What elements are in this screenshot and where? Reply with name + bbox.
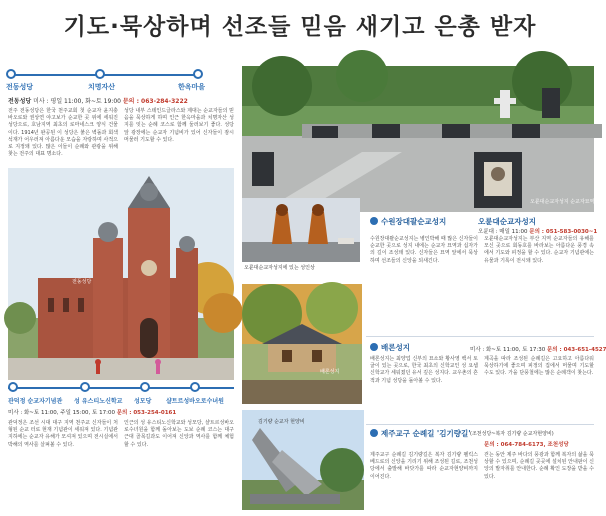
route-line-bottom bbox=[8, 387, 234, 389]
baeron-photo-caption: 배론성지 bbox=[320, 369, 340, 375]
oryundae-tel: 문의 : 051-583-0030~1 bbox=[529, 229, 598, 235]
jeondong-photo-caption: 전동성당 bbox=[72, 279, 92, 285]
route-stop-label: 전동성당 bbox=[6, 83, 34, 91]
route-stop-marker bbox=[190, 382, 200, 392]
divider bbox=[366, 424, 594, 425]
oryundae-title: 오륜대순교자성지 bbox=[478, 217, 536, 226]
monument-illustration bbox=[242, 410, 364, 510]
jeondong-photo bbox=[8, 168, 234, 380]
baeron-title: 배론성지 bbox=[370, 342, 410, 353]
route-stop-marker bbox=[8, 382, 18, 392]
suwon-body-left: 수원장대괄순교성지는 병인박해 때 많은 신자들이 순교한 곳으로 성지 내에는 순교자 묘역과 십자가의 길이 조성돼 있다. 신자들은 묘역 앞에서 묵상하며 선조들의 신앙을 되새긴다. bbox=[370, 236, 478, 264]
figures-photo-caption: 오륜대순교자성지에 있는 성인상 bbox=[244, 265, 315, 271]
suwon-body-right: 오륜대순교자성지는 부산 지역 순교자들의 유해를 모신 곳으로 회동호를 바라보는 아름다운 풍경 속에서 기도와 피정을 할 수 있다. 순교자 기념관에는 유물과 기록이 전시돼 있다. bbox=[484, 236, 594, 264]
jeondong-title: 전동성당 bbox=[8, 98, 32, 105]
route-stop-label: 성모당 bbox=[134, 398, 152, 405]
jeondong-body-left: 전주 전동성당은 한국 천주교회 첫 순교자 윤지충 바오로와 권상연 야고보가 순교한 곳 위에 세워진 성당으로, 호남지역 최초의 로마네스크 양식 건물이다. 1914년 완공된 이 성당은 붉은 벽돌과 회색 석재가 어우러져 아름다운 모습을 자랑하며 사적으로 지정돼 있다. 많은 이들이 순례와 관광을 위해 찾는 전주의 대표 명소다. bbox=[8, 108, 118, 158]
route-stop-label: 한옥마을 bbox=[178, 83, 206, 91]
baeron-illustration bbox=[242, 284, 362, 404]
route-stop-marker bbox=[95, 69, 105, 79]
baeron-body-right: 계곡을 따라 조성된 순례길은 고요하고 아름다워 묵상하기에 좋으며 피정의 집에서 머물며 기도할 수도 있다. 가을 단풍철에는 많은 순례객이 찾는다. bbox=[484, 356, 594, 377]
gwandeok-body-left: 관덕정은 조선 시대 대구 지역 천주교 신자들이 처형된 순교 터로 현재 기념관이 세워져 있다. 기념관 지하에는 순교자 유해가 모셔져 있으며 전시실에서 박해의 역사를 살펴볼 수 있다. bbox=[8, 420, 118, 448]
cathedral-illustration bbox=[8, 168, 234, 380]
jeju-title: 제주교구 순례길 '김기량길' bbox=[370, 428, 471, 439]
baeron-tel: 문의 : 043-651-4527 bbox=[546, 347, 606, 353]
section-marker-icon bbox=[370, 217, 378, 225]
gwandeok-tel: 문의 : 053-254-0161 bbox=[116, 410, 177, 416]
baeron-photo bbox=[242, 284, 362, 404]
jeju-photo-caption: 김기량 순교자 현양비 bbox=[258, 419, 305, 425]
divider bbox=[366, 336, 594, 337]
oryundae-info: 오륜대 : 매일 11:00 문의 : 051-583-0030~1 bbox=[478, 229, 598, 235]
jeju-body-left: 제주교구 순례길 김기량길은 복자 김기량 펠릭스 베드로의 신앙을 기리기 위해 조성된 길로, 조천성당에서 출발해 바닷가를 따라 순교자현양비까지 이어진다. bbox=[370, 452, 478, 480]
route-stop-marker bbox=[6, 69, 16, 79]
route-stop-label: 성 유스티노신학교 bbox=[74, 398, 123, 405]
jeju-tel-line bbox=[484, 440, 569, 448]
graves-illustration bbox=[242, 66, 594, 212]
route-stop-marker bbox=[140, 382, 150, 392]
jeju-photo bbox=[242, 410, 364, 510]
jeondong-tel: 문의 : 063-284-3222 bbox=[122, 98, 188, 105]
jeondong-info bbox=[8, 96, 188, 105]
route-stop-label: 샬트르성바오로수녀원 bbox=[166, 398, 224, 405]
route-stop-label: 관덕정 순교자기념관 bbox=[8, 398, 63, 405]
route-stop-label: 치명자산 bbox=[88, 83, 116, 91]
suwon-title: 수원장대괄순교성지 bbox=[370, 216, 446, 227]
section-marker-icon bbox=[370, 343, 378, 351]
route-stop-marker bbox=[193, 69, 203, 79]
graves-photo-caption: 오륜대순교자성지 순교자묘역 bbox=[530, 199, 595, 205]
jeondong-body-right: 성당 내부 스테인드글라스와 제대는 순교자들의 믿음을 묵상하게 하며 인근 한옥마을과 치명자산 성지를 잇는 순례 코스로 함께 둘러보기 좋다. 성당 앞 광장에는 순교자 기념비가 있어 신자들이 잠시 머물러 기도할 수 있다. bbox=[124, 108, 234, 143]
graves-photo bbox=[242, 66, 594, 212]
figures-illustration bbox=[242, 198, 360, 262]
section-marker-icon bbox=[370, 429, 378, 437]
gwandeok-body-right: 인근의 성 유스티노신학교와 성모당, 샬트르성바오로수녀원을 함께 돌아보는 도보 순례 코스는 대구 근대 골목길과도 이어져 신앙과 역사를 함께 체험할 수 있다. bbox=[124, 420, 234, 448]
page-headline: 기도·묵상하며 선조들 믿음 새기고 은총 받자 bbox=[63, 14, 537, 40]
jeju-title-sub: (조천성당~복자 김기량 순교자현양비) bbox=[470, 431, 554, 437]
gwandeok-info bbox=[8, 408, 176, 416]
jeondong-hours: 미사 : 평일 11:00, 화~토 19:00 bbox=[33, 98, 121, 105]
jeju-body-right: 걷는 동안 제주 바다의 풍광과 함께 복자의 삶을 묵상할 수 있으며, 순례길 곳곳에 설치된 안내판이 신앙의 발자취를 안내한다. 순례 확인 도장을 받을 수 있다. bbox=[484, 452, 594, 480]
baeron-body-left: 배론성지는 최양업 신부의 묘소와 황사영 백서 토굴이 있는 곳으로, 한국 최초의 신학교인 성 요셉 신학교가 세워졌던 유서 깊은 성지다. 교우촌의 흔적과 기념 성당을 돌아볼 수 있다. bbox=[370, 356, 478, 384]
jeju-tel: 문의 : 064-784-6173, 조천성당 bbox=[484, 442, 569, 448]
route-stop-marker bbox=[80, 382, 90, 392]
baeron-info: 미사 : 화~토 11:00, 토 17:30 문의 : 043-651-4527 bbox=[470, 347, 606, 353]
figures-photo bbox=[242, 198, 360, 262]
gwandeok-hours: 미사 : 화~토 11:00, 주일 15:00, 토 17:00 bbox=[8, 410, 115, 416]
